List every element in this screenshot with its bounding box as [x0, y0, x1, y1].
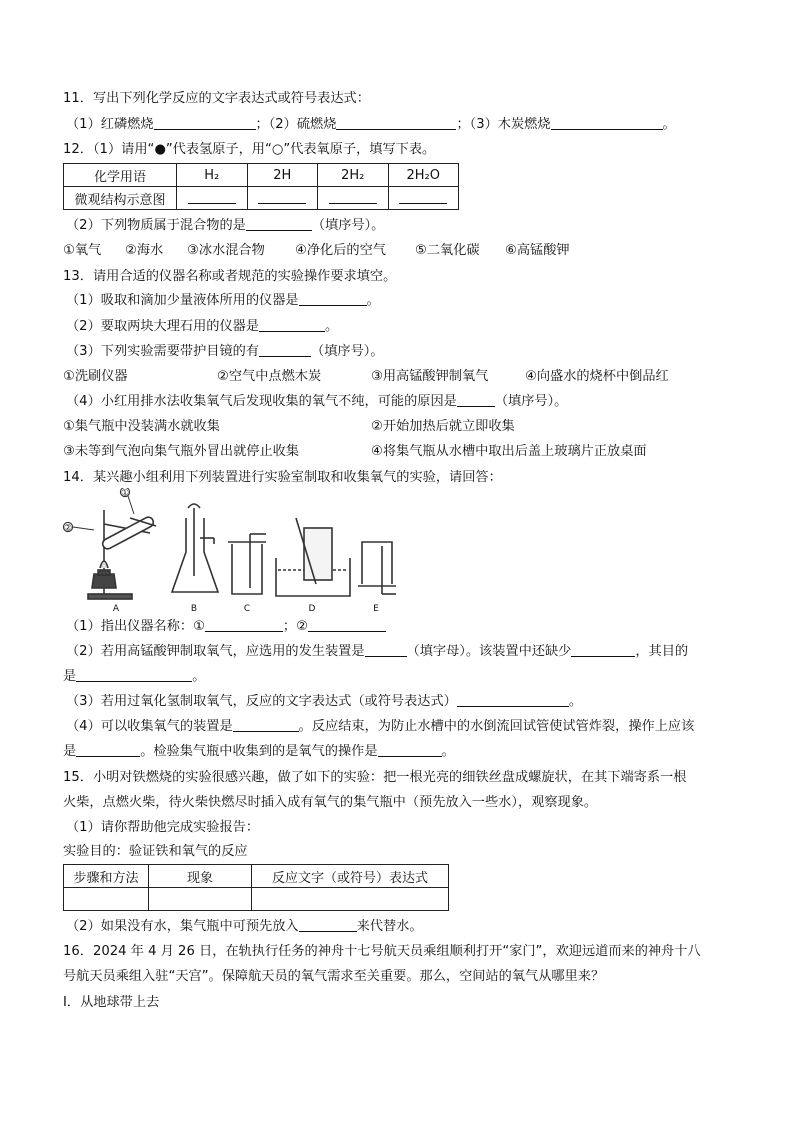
answer-blank[interactable] — [258, 190, 306, 204]
answer-blank[interactable] — [399, 190, 447, 204]
q11-answers — [66, 116, 676, 134]
answer-blank[interactable] — [154, 116, 256, 130]
q16-line2: 号航天员乘组入驻“天宫”。保障航天员的氧气需求至关重要。那么，空间站的氧气从哪里来？ — [63, 969, 605, 984]
q14-part4-mid: 。反应结束，为防止水槽中的水倒流回试管使试管炸裂，操作上应该 — [298, 719, 695, 734]
period: 。 — [568, 694, 583, 709]
figure-label: A — [112, 604, 120, 614]
q14-part3-text: （3）若用过氧化氢制取氧气，反应的文字表达式（或符号表达式） — [66, 694, 457, 709]
option: ③冰水混合物 — [187, 243, 265, 258]
period: 。 — [441, 744, 455, 759]
answer-blank[interactable] — [551, 116, 663, 130]
table-cell: 微观结构示意图 — [64, 187, 177, 210]
q13-stem: 13．请用合适的仪器名称或者规范的实验操作要求填空。 — [63, 269, 397, 284]
option: ①集气瓶中没装满水就收集 — [63, 419, 220, 434]
q15-part2-suffix: 来代替水。 — [356, 919, 423, 934]
figure-label: B — [190, 604, 198, 614]
q11-part2: ；（2）硫燃烧 — [255, 117, 337, 132]
answer-blank[interactable] — [246, 217, 312, 231]
table-header: 反应文字（或符号）表达式 — [252, 865, 449, 888]
answer-cell[interactable] — [247, 187, 318, 210]
table-row — [64, 164, 459, 187]
q11-end: 。 — [662, 117, 676, 132]
answer-blank[interactable] — [365, 643, 407, 657]
answer-cell[interactable] — [252, 888, 449, 911]
answer-cell[interactable] — [177, 187, 248, 210]
q13-part4 — [66, 393, 567, 411]
period: 。 — [325, 319, 339, 334]
option: ③未等到气泡向集气瓶外冒出就停止收集 — [63, 444, 300, 459]
answer-blank[interactable] — [329, 190, 377, 204]
answer-blank[interactable] — [299, 918, 357, 932]
table-header: 现象 — [149, 865, 252, 888]
answer-blank[interactable] — [457, 693, 569, 707]
q14-part2-cont — [63, 668, 205, 686]
q14-part2-mid: （填字母）。该装置中还缺少 — [406, 644, 572, 659]
q13-part1-text: （1）吸取和滴加少量液体所用的仪器是 — [66, 293, 299, 308]
q14-part1-text: （1）指出仪器名称：① — [66, 619, 205, 634]
answer-cell[interactable] — [388, 187, 459, 210]
q13-part4-text: （4）小红用排水法收集氧气后发现收集的氧气不纯，可能的原因是 — [66, 394, 457, 409]
q15-purpose: 实验目的：验证铁和氧气的反应 — [63, 844, 248, 859]
table-cell: 2H₂ — [318, 164, 389, 187]
table-cell: 化学用语 — [64, 164, 177, 187]
q12-stem: 12．（1）请用“●”代表氢原子，用“○”代表氧原子，填写下表。 — [63, 142, 436, 157]
option: ②开始加热后就立即收集 — [371, 419, 515, 434]
table-cell: H₂ — [177, 164, 248, 187]
q14-part2-text: （2）若用高锰酸钾制取氧气，应选用的发生装置是 — [66, 644, 365, 659]
q16-line1: 16．2024 年 4 月 26 日，在轨执行任务的神舟十七号航天员乘组顺利打开“家门”，欢迎远道而来的神舟十八 — [63, 944, 701, 959]
apparatus-c-upward-air-collection — [228, 534, 266, 594]
q14-part4-text: （4）可以收集氧气的装置是 — [66, 719, 233, 734]
answer-blank[interactable] — [259, 343, 311, 357]
answer-blank[interactable] — [233, 718, 299, 732]
q14-stem: 14．某兴趣小组利用下列装置进行实验室制取和收集氧气的实验，请回答： — [63, 470, 502, 485]
table-cell: 2H — [247, 164, 318, 187]
option: ①洗刷仪器 — [63, 369, 128, 384]
q13-part1 — [66, 292, 380, 310]
figure-label: E — [373, 604, 379, 614]
q11-part1: （1）红磷燃烧 — [66, 117, 154, 132]
answer-blank[interactable] — [188, 190, 236, 204]
option: ⑥高锰酸钾 — [505, 243, 570, 258]
q14-part4 — [66, 718, 694, 736]
answer-cell[interactable] — [318, 187, 389, 210]
q11-stem: 11．写出下列化学反应的文字表达式或符号表达式： — [63, 91, 370, 106]
q14-part3 — [66, 693, 582, 711]
q14-part4-cont — [63, 743, 455, 761]
answer-blank[interactable] — [76, 668, 192, 682]
answer-blank[interactable] — [378, 743, 442, 757]
option: ④净化后的空气 — [295, 243, 386, 258]
q13-part3-suffix: （填序号）。 — [311, 344, 384, 359]
option: ④将集气瓶从水槽中取出后盖上玻璃片正放桌面 — [371, 444, 647, 459]
q12-part2-suffix: （填序号）。 — [311, 218, 385, 233]
q15-part2 — [66, 918, 423, 936]
q11-part3: ；（3）木炭燃烧 — [456, 117, 551, 132]
q14-part1-mid: ；② — [282, 619, 308, 634]
answer-blank[interactable] — [299, 292, 367, 306]
q14-part2-tail: ，其目的 — [635, 644, 689, 659]
q14-part1 — [66, 618, 386, 636]
q14-part4-cont-mid: 。检验集气瓶中收集到的是氧气的操作是 — [140, 744, 378, 759]
table-cell: 2H₂O — [388, 164, 459, 187]
apparatus-b-flask-funnel — [172, 504, 218, 592]
table-row — [64, 888, 449, 911]
q14-part2 — [66, 643, 688, 661]
apparatus-a-test-tube-heating — [63, 488, 156, 599]
period: 。 — [366, 293, 380, 308]
answer-blank[interactable] — [457, 393, 495, 407]
q15-line1: 15．小明对铁燃烧的实验很感兴趣，做了如下的实验：把一根光亮的细铁丝盘成螺旋状，在其下端寄系一根 — [63, 770, 687, 785]
option: ④向盛水的烧杯中倒品红 — [525, 369, 669, 384]
q13-part2-text: （2）要取两块大理石用的仪器是 — [66, 319, 260, 334]
table-row — [64, 865, 449, 888]
q13-part2 — [66, 318, 338, 336]
q15-part1: （1）请你帮助他完成实验报告： — [66, 820, 260, 835]
option: ⑤二氧化碳 — [415, 243, 480, 258]
q12-table — [63, 163, 459, 210]
q16-part1-heading: Ⅰ．从地球带上去 — [63, 995, 160, 1010]
option: ③用高锰酸钾制氧气 — [371, 369, 489, 384]
apparatus-e-downward-air-collection — [358, 542, 396, 594]
table-row — [64, 187, 459, 210]
option: ②海水 — [125, 243, 164, 258]
lab-apparatus-figure — [60, 488, 400, 616]
q13-part3-text: （3）下列实验需要带护目镜的有 — [66, 344, 260, 359]
figure-mark: ① — [120, 488, 130, 499]
answer-blank[interactable] — [205, 618, 283, 632]
q14-part4-cont-text: 是 — [63, 744, 77, 759]
answer-blank[interactable] — [571, 643, 635, 657]
option: ②空气中点燃木炭 — [217, 369, 322, 384]
option: ①氧气 — [63, 243, 102, 258]
q13-part3 — [66, 343, 384, 361]
q14-part2-cont-text: 是 — [63, 669, 77, 684]
figure-label: C — [243, 604, 251, 614]
figure-mark: ② — [63, 523, 73, 534]
q12-part2 — [66, 217, 384, 235]
q13-part4-suffix: （填序号）。 — [494, 394, 568, 409]
answer-cell[interactable] — [149, 888, 252, 911]
apparatus-d-water-displacement — [276, 518, 350, 596]
answer-cell[interactable] — [64, 888, 149, 911]
q15-part2-text: （2）如果没有水，集气瓶中可预先放入 — [66, 919, 299, 934]
q12-part2-text: （2）下列物质属于混合物的是 — [66, 218, 246, 233]
answer-blank[interactable] — [259, 318, 325, 332]
table-header: 步骤和方法 — [64, 865, 149, 888]
q15-line2: 火柴，点燃火柴，待火柴快燃尽时插入成有氧气的集气瓶中（预先放入一些水），观察现象。 — [63, 795, 598, 810]
answer-blank[interactable] — [336, 116, 456, 130]
answer-blank[interactable] — [308, 618, 386, 632]
q15-report-table — [63, 864, 449, 911]
figure-label: D — [308, 604, 316, 614]
period: 。 — [192, 669, 206, 684]
answer-blank[interactable] — [76, 743, 140, 757]
